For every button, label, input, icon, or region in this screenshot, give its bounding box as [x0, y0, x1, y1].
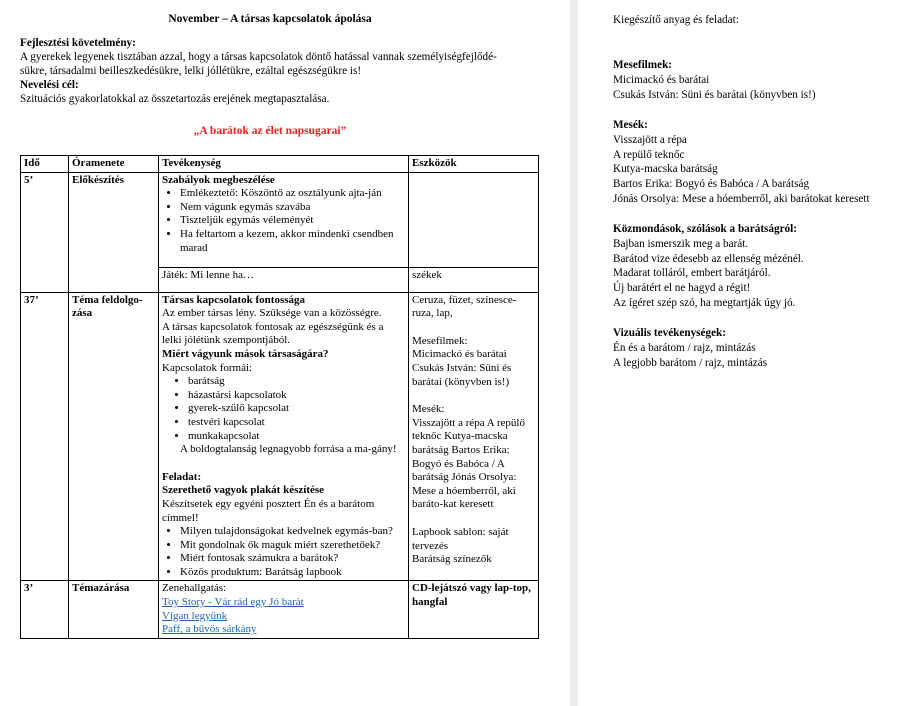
task-heading: Szerethető vagyok plakát készítése [162, 484, 325, 497]
dev-req-label: Fejlesztési követelmény: [20, 37, 136, 49]
table-row [21, 292, 539, 581]
forms-list [162, 375, 405, 443]
list-item: Az ígéret szép szó, ha megtartják úgy jó. [613, 296, 796, 309]
row1-time: 5’ [21, 172, 69, 292]
table-row [21, 172, 539, 267]
list-item: • Nem vágunk egymás szavába [180, 201, 405, 215]
list-item: • Közös produktum: Barátság lapbook [180, 566, 405, 580]
tools-film1: Micimackó és barátai [412, 348, 507, 361]
row2-time: 37’ [21, 292, 69, 581]
right-page [578, 0, 915, 706]
list-item: Madarat tolláról, embert barátjáról. [613, 267, 771, 280]
proverbs-section [613, 222, 908, 311]
list-item: A repülő teknőc [613, 148, 685, 161]
lesson-plan-table [20, 155, 539, 639]
list-item: • Miért fontosak számukra a barátok? [180, 552, 405, 566]
importance-text1: Az ember társas lény. Szüksége van a közösségre. [162, 307, 382, 320]
films-section [613, 58, 908, 102]
motto-title: „A barátok az élet napsugarai” [193, 125, 347, 137]
song-link[interactable]: Toy Story - Vár rád egy Jó barát [162, 596, 304, 609]
tools-basic: Ceruza, füzet, színesce-ruza, lap, [412, 293, 517, 320]
row2-phase: Téma feldolgo-zása [69, 292, 159, 581]
row2-activity [159, 292, 409, 581]
why-heading: Miért vágyunk mások társaságára? [162, 347, 329, 360]
goal-label: Nevelési cél: [20, 79, 79, 91]
rules-heading: Szabályok megbeszélése [162, 173, 275, 186]
tales-label: Mesék: [613, 119, 648, 131]
films-label: Mesefilmek: [613, 59, 673, 71]
row1-activity [159, 172, 409, 267]
supplement-heading: Kiegészítő anyag és feladat: [613, 14, 739, 26]
row3-phase: Témazárása [69, 581, 159, 638]
visual-section [613, 326, 908, 370]
goal-text: Szituációs gyakorlatokkal az összetartozás erejének megtapasztalása. [20, 93, 330, 105]
list-item: A legjobb barátom / rajz, mintázás [613, 356, 768, 369]
header-phase: Óramenete [69, 156, 159, 173]
proverbs-label: Közmondások, szólások a barátságról: [613, 223, 797, 235]
list-item: Jónás Orsolya: Mese a hóemberről, aki barátokat keresett [613, 192, 870, 205]
task-label: Feladat: [162, 470, 202, 483]
song-link[interactable]: Vígan legyünk [162, 609, 228, 622]
list-item: Csukás István: Süni és barátai (könyvben is!) [613, 88, 816, 101]
list-item: Micimackó és barátai [613, 73, 710, 86]
list-item: • gyerek-szülő kapcsolat [188, 402, 405, 416]
forms-label: Kapcsolatok formái: [162, 361, 253, 374]
tools-films-label: Mesefilmek: [412, 334, 468, 347]
list-item: • Ha feltartom a kezem, akkor mindenki csendben marad [180, 228, 405, 255]
list-item: • barátság [188, 375, 405, 389]
tools-film2: Csukás István: Süni és barátai (könyvben is!) [412, 361, 512, 388]
tools-coloring: Barátság színezők [412, 553, 492, 566]
row3-tools: CD-lejátszó vagy lap-top, hangfal [409, 581, 539, 638]
music-label: Zenehallgatás: [162, 582, 227, 595]
row1-phase: Előkészítés [69, 172, 159, 292]
header-time: Idő [21, 156, 69, 173]
list-item: Bartos Erika: Bogyó és Babóca / A barátság [613, 178, 810, 191]
list-item: Kutya-macska barátság [613, 163, 718, 176]
loneliness-text: A boldogtalanság legnagyobb forrása a ma-gány! [180, 443, 397, 456]
list-item: Én és a barátom / rajz, mintázás [613, 341, 756, 354]
list-item: • Tiszteljük egymás véleményét [180, 214, 405, 228]
list-item: Bajban ismerszik meg a barát. [613, 237, 749, 250]
rules-list [162, 187, 405, 255]
list-item: Visszajött a répa [613, 133, 687, 146]
table-header-row [21, 156, 539, 173]
list-item: • Mit gondolnak ők maguk miért szerethetőek? [180, 539, 405, 553]
importance-text2: A társas kapcsolatok fontosak az egészségünk és a lelki jólétünk szempontjából. [162, 320, 384, 347]
questions-list [162, 525, 405, 579]
task-text: Készítsetek egy egyéni posztert Én és a barátom címmel! [162, 497, 375, 524]
page-title: November – A társas kapcsolatok ápolása [168, 13, 372, 25]
tales-section [613, 118, 908, 207]
importance-heading: Társas kapcsolatok fontossága [162, 293, 306, 306]
header-tools: Eszközök [409, 156, 539, 173]
visual-label: Vizuális tevékenységek: [613, 327, 726, 339]
table-row [21, 581, 539, 638]
row1-game: Játék: Mi lenne ha… [159, 267, 409, 292]
row1-game-tools: székek [409, 267, 539, 292]
list-item: • testvéri kapcsolat [188, 416, 405, 430]
dev-req-line1: A gyerekek legyenek tisztában azzal, hogy a társas kapcsolatok döntő hatással vannak személyiségfejlődé- [20, 51, 497, 63]
list-item: • házastársi kapcsolatok [188, 389, 405, 403]
row3-time: 3’ [21, 581, 69, 638]
list-item: • Milyen tulajdonságokat kedvelnek egymás-ban? [180, 525, 405, 539]
row1-tools-empty [409, 172, 539, 267]
list-item: Barátod vize édesebb az ellenség mézénél. [613, 252, 804, 265]
list-item: Új barátért el ne hagyd a régit! [613, 282, 751, 295]
header-activity: Tevékenység [159, 156, 409, 173]
tools-lapbook: Lapbook sablon: saját tervezés [412, 525, 509, 552]
list-item: • munkakapcsolat [188, 430, 405, 444]
dev-req-line2: sükre, társadalmi beilleszkedésükre, lelki jóllétükre, ezáltal egészségükre is! [20, 65, 362, 77]
song-link[interactable]: Paff, a bűvös sárkány [162, 623, 257, 636]
row2-tools [409, 292, 539, 581]
intro-section [20, 36, 545, 106]
list-item: • Emlékeztető: Köszöntő az osztályunk ajta-ján [180, 187, 405, 201]
row3-activity [159, 581, 409, 638]
tools-tales: Visszajött a répa A repülő teknőc Kutya-macska barátság Bartos Erika: Bogyó és Babóca / A barátság Jónás Orsolya: Mese a hóemberről, aki baráto-kat keresett [412, 416, 525, 511]
tools-tales-label: Mesék: [412, 403, 445, 416]
